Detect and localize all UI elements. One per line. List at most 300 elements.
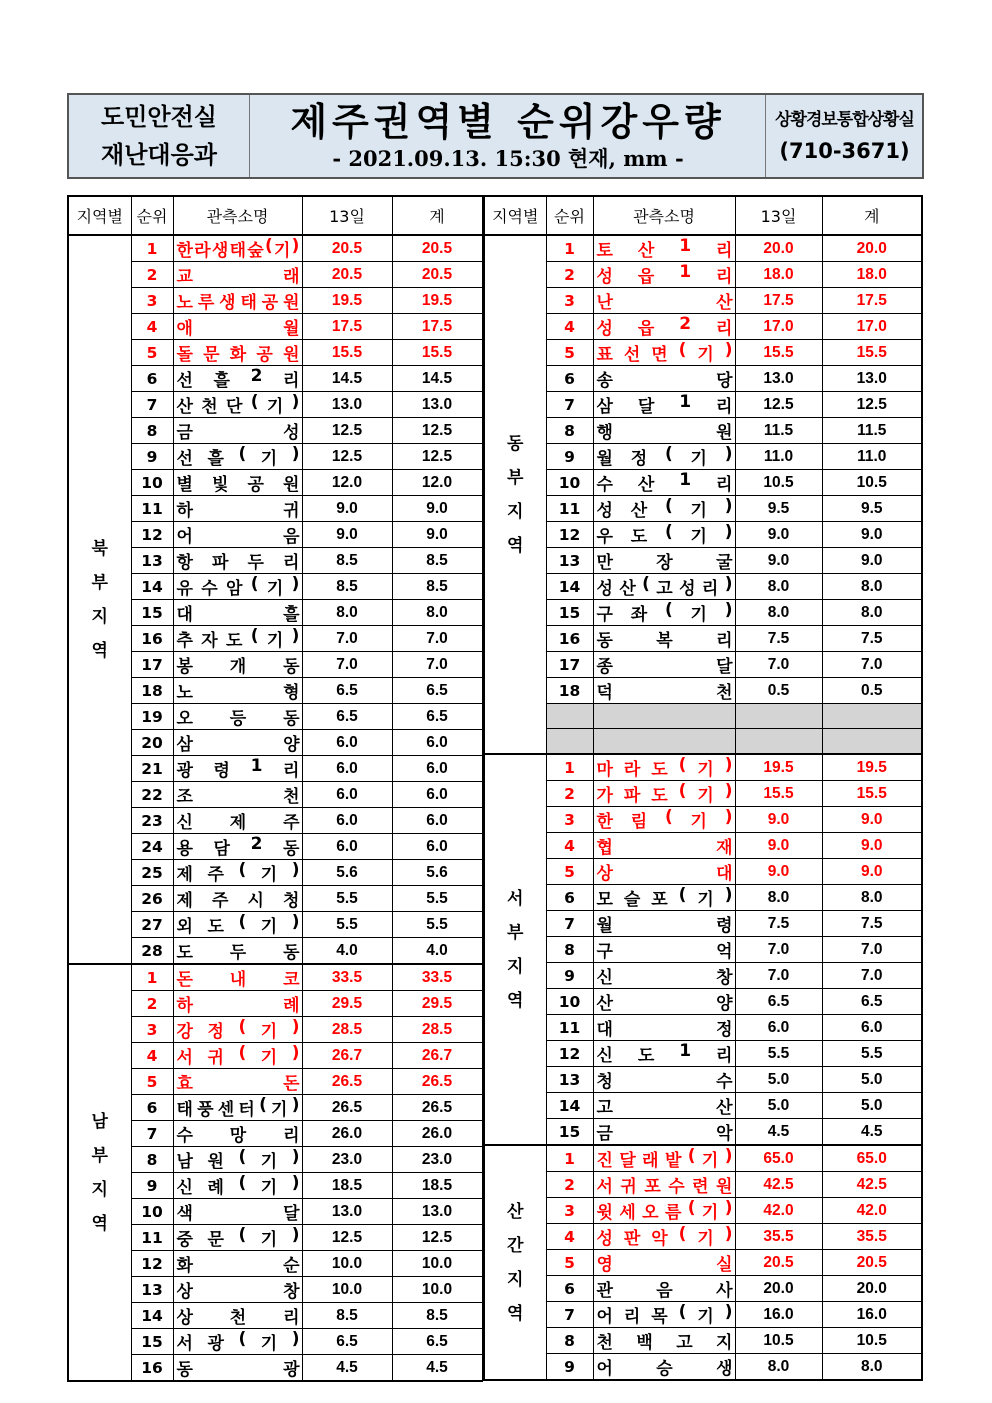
- station-name: 하 귀: [176, 501, 300, 521]
- station-name: 태 풍 센 터 ( 기 ): [176, 1095, 300, 1120]
- station-name: 천 백 고 지: [596, 1333, 733, 1353]
- day-rainfall-cell: 26.5: [302, 1069, 392, 1095]
- day-rainfall-cell: 9.0: [735, 807, 822, 833]
- day-rainfall-cell: 12.5: [302, 1225, 392, 1251]
- table-row: [68, 626, 482, 652]
- table-row: [484, 1119, 922, 1146]
- station-name-cell: [173, 938, 302, 965]
- station-name: 중 문 ( 기 ): [176, 1225, 300, 1250]
- day-rainfall-cell: 8.0: [735, 574, 822, 600]
- total-rainfall-cell: 15.5: [822, 781, 922, 807]
- table-row: [484, 911, 922, 937]
- rank-cell: 15: [546, 600, 593, 626]
- empty-cell: [822, 704, 922, 729]
- rank-cell: 3: [546, 1198, 593, 1224]
- station-name-cell: [173, 886, 302, 912]
- day-rainfall-cell: 6.0: [735, 1015, 822, 1041]
- rainfall-table-left: [67, 195, 483, 1382]
- column-header-day: 13일: [302, 196, 392, 235]
- station-name-cell: [173, 1199, 302, 1225]
- station-name: 상 천 리: [176, 1308, 300, 1328]
- station-name: 송 당: [596, 371, 733, 391]
- station-name: 노 형: [176, 683, 300, 703]
- column-header-station: 관측소명: [173, 196, 302, 235]
- station-name-cell: [593, 807, 735, 833]
- total-rainfall-cell: 8.5: [392, 548, 482, 574]
- total-rainfall-cell: 8.5: [392, 1303, 482, 1329]
- station-name: 서 광 ( 기 ): [176, 1329, 300, 1354]
- station-name-cell: [593, 885, 735, 911]
- station-name-cell: [173, 834, 302, 860]
- station-name-cell: [593, 1198, 735, 1224]
- total-rainfall-cell: 42.5: [822, 1172, 922, 1198]
- rank-cell: 27: [131, 912, 173, 938]
- rank-cell: 26: [131, 886, 173, 912]
- station-name: 광 령 1 리: [176, 756, 300, 781]
- column-header-total: 계: [822, 196, 922, 235]
- rank-cell: 17: [546, 652, 593, 678]
- station-name: 조 천: [176, 787, 300, 807]
- rank-cell: 7: [131, 392, 173, 418]
- total-rainfall-cell: 18.5: [392, 1173, 482, 1199]
- station-name-cell: [173, 496, 302, 522]
- rank-cell: 3: [546, 288, 593, 314]
- table-row: [68, 1355, 482, 1382]
- table-row: [484, 754, 922, 781]
- table-row: [68, 782, 482, 808]
- rank-cell: 6: [546, 885, 593, 911]
- total-rainfall-cell: 7.0: [392, 652, 482, 678]
- table-row: [484, 548, 922, 574]
- total-rainfall-cell: 8.0: [822, 600, 922, 626]
- rank-cell: 12: [131, 522, 173, 548]
- rank-cell: 3: [131, 288, 173, 314]
- table-row: [484, 1041, 922, 1067]
- rank-cell: 14: [131, 574, 173, 600]
- table-row: [484, 366, 922, 392]
- station-name: 오 등 동: [176, 709, 300, 729]
- station-name: 선 흘 ( 기 ): [176, 444, 300, 469]
- day-rainfall-cell: 7.0: [735, 937, 822, 963]
- rank-cell: 11: [131, 496, 173, 522]
- table-row: [484, 418, 922, 444]
- station-name: 성 판 악 ( 기 ): [596, 1224, 733, 1249]
- empty-row: [484, 729, 922, 755]
- total-rainfall-cell: 23.0: [392, 1147, 482, 1173]
- total-rainfall-cell: 7.0: [822, 963, 922, 989]
- day-rainfall-cell: 6.0: [302, 782, 392, 808]
- day-rainfall-cell: 9.0: [735, 522, 822, 548]
- rank-cell: 10: [546, 470, 593, 496]
- rank-cell: 13: [546, 548, 593, 574]
- station-name-cell: [173, 366, 302, 392]
- table-row: [484, 392, 922, 418]
- day-rainfall-cell: 12.5: [735, 392, 822, 418]
- total-rainfall-cell: 26.7: [392, 1043, 482, 1069]
- total-rainfall-cell: 12.5: [392, 1225, 482, 1251]
- total-rainfall-cell: 4.5: [392, 1355, 482, 1382]
- station-name: 월 정 ( 기 ): [596, 444, 733, 469]
- table-row: [484, 1276, 922, 1302]
- day-rainfall-cell: 6.5: [302, 704, 392, 730]
- station-name: 금 악: [596, 1124, 733, 1144]
- total-rainfall-cell: 13.0: [392, 392, 482, 418]
- total-rainfall-cell: 20.5: [822, 1250, 922, 1276]
- table-row: [68, 886, 482, 912]
- station-name-cell: [593, 1224, 735, 1250]
- station-name: 고 산: [596, 1098, 733, 1118]
- rank-cell: 9: [131, 444, 173, 470]
- rank-cell: 13: [546, 1067, 593, 1093]
- day-rainfall-cell: 26.5: [302, 1095, 392, 1121]
- total-rainfall-cell: 12.5: [392, 418, 482, 444]
- station-name: 덕 천: [596, 683, 733, 703]
- station-name-cell: [593, 496, 735, 522]
- station-name-cell: [593, 911, 735, 937]
- rank-cell: 11: [546, 1015, 593, 1041]
- rank-cell: 2: [131, 991, 173, 1017]
- station-name-cell: [173, 1095, 302, 1121]
- header-divider: [765, 95, 766, 177]
- day-rainfall-cell: 6.5: [302, 678, 392, 704]
- station-name-cell: [173, 1121, 302, 1147]
- station-name: 수 산 1 리: [596, 470, 733, 495]
- station-name: 만 장 굴: [596, 553, 733, 573]
- rank-cell: 13: [131, 1277, 173, 1303]
- table-row: [484, 885, 922, 911]
- day-rainfall-cell: 6.5: [302, 1329, 392, 1355]
- rank-cell: 1: [546, 754, 593, 781]
- station-name: 신 창: [596, 968, 733, 988]
- station-name-cell: [593, 1093, 735, 1119]
- station-name: 한 림 ( 기 ): [596, 807, 733, 832]
- day-rainfall-cell: 17.0: [735, 314, 822, 340]
- total-rainfall-cell: 9.0: [392, 522, 482, 548]
- station-name-cell: [593, 288, 735, 314]
- table-row: [68, 470, 482, 496]
- total-rainfall-cell: 9.0: [822, 833, 922, 859]
- day-rainfall-cell: 15.5: [735, 340, 822, 366]
- rank-cell: 18: [131, 678, 173, 704]
- total-rainfall-cell: 5.5: [392, 912, 482, 938]
- station-name-cell: [173, 418, 302, 444]
- table-row: [484, 781, 922, 807]
- table-row: [68, 600, 482, 626]
- rank-cell: 9: [546, 963, 593, 989]
- day-rainfall-cell: 20.5: [302, 235, 392, 262]
- total-rainfall-cell: 19.5: [822, 754, 922, 781]
- column-header-station: 관측소명: [593, 196, 735, 235]
- table-row: [68, 808, 482, 834]
- day-rainfall-cell: 8.0: [735, 600, 822, 626]
- rank-cell: 5: [131, 1069, 173, 1095]
- day-rainfall-cell: 5.5: [302, 886, 392, 912]
- rank-cell: 23: [131, 808, 173, 834]
- station-name-cell: [593, 963, 735, 989]
- table-row: [484, 652, 922, 678]
- empty-cell: [546, 729, 593, 755]
- rank-cell: 7: [546, 392, 593, 418]
- station-name-cell: [173, 808, 302, 834]
- station-name: 관 음 사: [596, 1281, 733, 1301]
- total-rainfall-cell: 6.0: [822, 1015, 922, 1041]
- station-name: 제 주 시 청: [176, 891, 300, 911]
- rank-cell: 6: [131, 366, 173, 392]
- station-name-cell: [593, 1172, 735, 1198]
- region-label-west: 서 부 지 역: [484, 754, 546, 1145]
- total-rainfall-cell: 29.5: [392, 991, 482, 1017]
- rank-cell: 4: [131, 314, 173, 340]
- total-rainfall-cell: 15.5: [822, 340, 922, 366]
- station-name-cell: [173, 1329, 302, 1355]
- station-name-cell: [593, 1302, 735, 1328]
- station-name-cell: [173, 1225, 302, 1251]
- rank-cell: 25: [131, 860, 173, 886]
- day-rainfall-cell: 26.0: [302, 1121, 392, 1147]
- rank-cell: 14: [546, 574, 593, 600]
- total-rainfall-cell: 8.0: [822, 885, 922, 911]
- table-row: [68, 678, 482, 704]
- total-rainfall-cell: 7.0: [392, 626, 482, 652]
- rank-cell: 5: [131, 340, 173, 366]
- rank-cell: 4: [546, 1224, 593, 1250]
- station-name: 효 돈: [176, 1074, 300, 1094]
- table-row: [484, 1302, 922, 1328]
- station-name: 삼 양: [176, 735, 300, 755]
- table-row: [68, 1121, 482, 1147]
- department-line-1: 도민안전실: [101, 103, 217, 131]
- station-name-cell: [173, 600, 302, 626]
- station-name: 어 리 목 ( 기 ): [596, 1302, 733, 1327]
- station-name-cell: [173, 444, 302, 470]
- station-name: 항 파 두 리: [176, 553, 300, 573]
- station-name: 협 재: [596, 838, 733, 858]
- station-name-cell: [173, 991, 302, 1017]
- table-row: [68, 991, 482, 1017]
- table-row: [68, 574, 482, 600]
- table-row: [68, 964, 482, 991]
- day-rainfall-cell: 12.5: [302, 418, 392, 444]
- day-rainfall-cell: 7.0: [735, 652, 822, 678]
- rank-cell: 11: [546, 496, 593, 522]
- station-name-cell: [173, 235, 302, 262]
- day-rainfall-cell: 7.5: [735, 911, 822, 937]
- table-row: [484, 963, 922, 989]
- rank-cell: 21: [131, 756, 173, 782]
- table-row: [68, 1017, 482, 1043]
- day-rainfall-cell: 5.0: [735, 1067, 822, 1093]
- day-rainfall-cell: 10.0: [302, 1277, 392, 1303]
- rank-cell: 20: [131, 730, 173, 756]
- station-name-cell: [173, 1173, 302, 1199]
- station-name-cell: [173, 522, 302, 548]
- total-rainfall-cell: 13.0: [822, 366, 922, 392]
- table-row: [484, 678, 922, 704]
- day-rainfall-cell: 13.0: [735, 366, 822, 392]
- total-rainfall-cell: 8.5: [392, 574, 482, 600]
- rank-cell: 16: [131, 1355, 173, 1382]
- table-row: [484, 574, 922, 600]
- station-name-cell: [173, 574, 302, 600]
- day-rainfall-cell: 18.5: [302, 1173, 392, 1199]
- rank-cell: 2: [546, 262, 593, 288]
- rank-cell: 1: [546, 1145, 593, 1172]
- contact-phone: (710-3671): [779, 139, 910, 163]
- table-row: [68, 496, 482, 522]
- table-row: [68, 1277, 482, 1303]
- station-name-cell: [173, 626, 302, 652]
- total-rainfall-cell: 28.5: [392, 1017, 482, 1043]
- column-header-day: 13일: [735, 196, 822, 235]
- rank-cell: 7: [546, 911, 593, 937]
- day-rainfall-cell: 7.0: [735, 963, 822, 989]
- day-rainfall-cell: 29.5: [302, 991, 392, 1017]
- station-name: 어 음: [176, 527, 300, 547]
- station-name-cell: [173, 1069, 302, 1095]
- table-row: [68, 418, 482, 444]
- total-rainfall-cell: 8.0: [822, 574, 922, 600]
- day-rainfall-cell: 18.0: [735, 262, 822, 288]
- table-row: [484, 937, 922, 963]
- day-rainfall-cell: 14.5: [302, 366, 392, 392]
- station-name: 색 달: [176, 1204, 300, 1224]
- station-name: 윗 세 오 름 ( 기 ): [596, 1198, 733, 1223]
- table-row: [68, 1251, 482, 1277]
- station-name-cell: [593, 1119, 735, 1146]
- rank-cell: 16: [131, 626, 173, 652]
- total-rainfall-cell: 19.5: [392, 288, 482, 314]
- day-rainfall-cell: 6.0: [302, 730, 392, 756]
- table-row: [68, 444, 482, 470]
- rank-cell: 12: [131, 1251, 173, 1277]
- station-name: 동 광: [176, 1360, 300, 1380]
- table-row: [484, 314, 922, 340]
- table-row: [484, 807, 922, 833]
- station-name-cell: [173, 288, 302, 314]
- total-rainfall-cell: 7.0: [822, 652, 922, 678]
- total-rainfall-cell: 6.5: [392, 678, 482, 704]
- table-row: [484, 496, 922, 522]
- station-name: 어 승 생: [596, 1359, 733, 1379]
- total-rainfall-cell: 65.0: [822, 1145, 922, 1172]
- day-rainfall-cell: 8.5: [302, 1303, 392, 1329]
- station-name: 노 루 생 태 공 원: [176, 293, 300, 313]
- station-name-cell: [173, 1303, 302, 1329]
- day-rainfall-cell: 33.5: [302, 964, 392, 991]
- day-rainfall-cell: 20.0: [735, 1276, 822, 1302]
- total-rainfall-cell: 8.0: [822, 1354, 922, 1381]
- station-name-cell: [173, 1147, 302, 1173]
- station-name-cell: [593, 392, 735, 418]
- total-rainfall-cell: 12.5: [822, 392, 922, 418]
- day-rainfall-cell: 6.0: [302, 808, 392, 834]
- report-header: [67, 93, 924, 179]
- station-name-cell: [173, 392, 302, 418]
- station-name: 산 천 단 ( 기 ): [176, 392, 300, 417]
- rank-cell: 10: [131, 470, 173, 496]
- station-name-cell: [173, 1043, 302, 1069]
- table-row: [68, 1303, 482, 1329]
- station-name-cell: [593, 548, 735, 574]
- station-name: 난 산: [596, 293, 733, 313]
- station-name: 외 도 ( 기 ): [176, 912, 300, 937]
- total-rainfall-cell: 9.0: [822, 522, 922, 548]
- rank-cell: 1: [546, 235, 593, 262]
- table-row: [68, 834, 482, 860]
- total-rainfall-cell: 7.5: [822, 911, 922, 937]
- station-name-cell: [173, 912, 302, 938]
- station-name-cell: [593, 1354, 735, 1381]
- day-rainfall-cell: 8.0: [735, 885, 822, 911]
- rank-cell: 10: [546, 989, 593, 1015]
- station-name-cell: [593, 600, 735, 626]
- day-rainfall-cell: 9.0: [302, 496, 392, 522]
- day-rainfall-cell: 5.0: [735, 1093, 822, 1119]
- table-row: [68, 340, 482, 366]
- day-rainfall-cell: 0.5: [735, 678, 822, 704]
- station-name: 금 성: [176, 423, 300, 443]
- table-row: [484, 600, 922, 626]
- station-name-cell: [593, 444, 735, 470]
- total-rainfall-cell: 20.0: [822, 235, 922, 262]
- table-row: [68, 938, 482, 965]
- day-rainfall-cell: 5.5: [302, 912, 392, 938]
- empty-cell: [735, 729, 822, 755]
- station-name: 상 대: [596, 864, 733, 884]
- station-name: 도 두 동: [176, 943, 300, 963]
- day-rainfall-cell: 5.6: [302, 860, 392, 886]
- station-name: 유 수 암 ( 기 ): [176, 574, 300, 599]
- day-rainfall-cell: 12.0: [302, 470, 392, 496]
- station-name-cell: [593, 859, 735, 885]
- report-timestamp: - 2021.09.13. 15:30 현재, mm -: [332, 146, 684, 171]
- rank-cell: 8: [546, 1328, 593, 1354]
- table-row: [484, 626, 922, 652]
- table-row: [68, 1173, 482, 1199]
- station-name: 마 라 도 ( 기 ): [596, 755, 733, 780]
- total-rainfall-cell: 16.0: [822, 1302, 922, 1328]
- station-name: 우 도 ( 기 ): [596, 522, 733, 547]
- station-name: 가 파 도 ( 기 ): [596, 781, 733, 806]
- total-rainfall-cell: 6.0: [392, 834, 482, 860]
- region-label-mountain: 산 간 지 역: [484, 1145, 546, 1380]
- table-row: [484, 1067, 922, 1093]
- day-rainfall-cell: 28.5: [302, 1017, 392, 1043]
- station-name-cell: [173, 704, 302, 730]
- day-rainfall-cell: 15.5: [735, 781, 822, 807]
- total-rainfall-cell: 12.0: [392, 470, 482, 496]
- table-row: [68, 1095, 482, 1121]
- station-name-cell: [593, 340, 735, 366]
- station-name-cell: [593, 1041, 735, 1067]
- rank-cell: 13: [131, 548, 173, 574]
- station-name-cell: [173, 730, 302, 756]
- empty-cell: [593, 729, 735, 755]
- station-name-cell: [593, 833, 735, 859]
- table-row: [484, 833, 922, 859]
- total-rainfall-cell: 6.0: [392, 808, 482, 834]
- station-name-cell: [593, 574, 735, 600]
- rank-cell: 17: [131, 652, 173, 678]
- station-name: 용 담 2 동: [176, 834, 300, 859]
- station-name: 토 산 1 리: [596, 236, 733, 261]
- table-row: [68, 912, 482, 938]
- station-name: 삼 달 1 리: [596, 392, 733, 417]
- station-name: 모 슬 포 ( 기 ): [596, 885, 733, 910]
- table-row: [484, 444, 922, 470]
- table-row: [68, 652, 482, 678]
- total-rainfall-cell: 20.0: [822, 1276, 922, 1302]
